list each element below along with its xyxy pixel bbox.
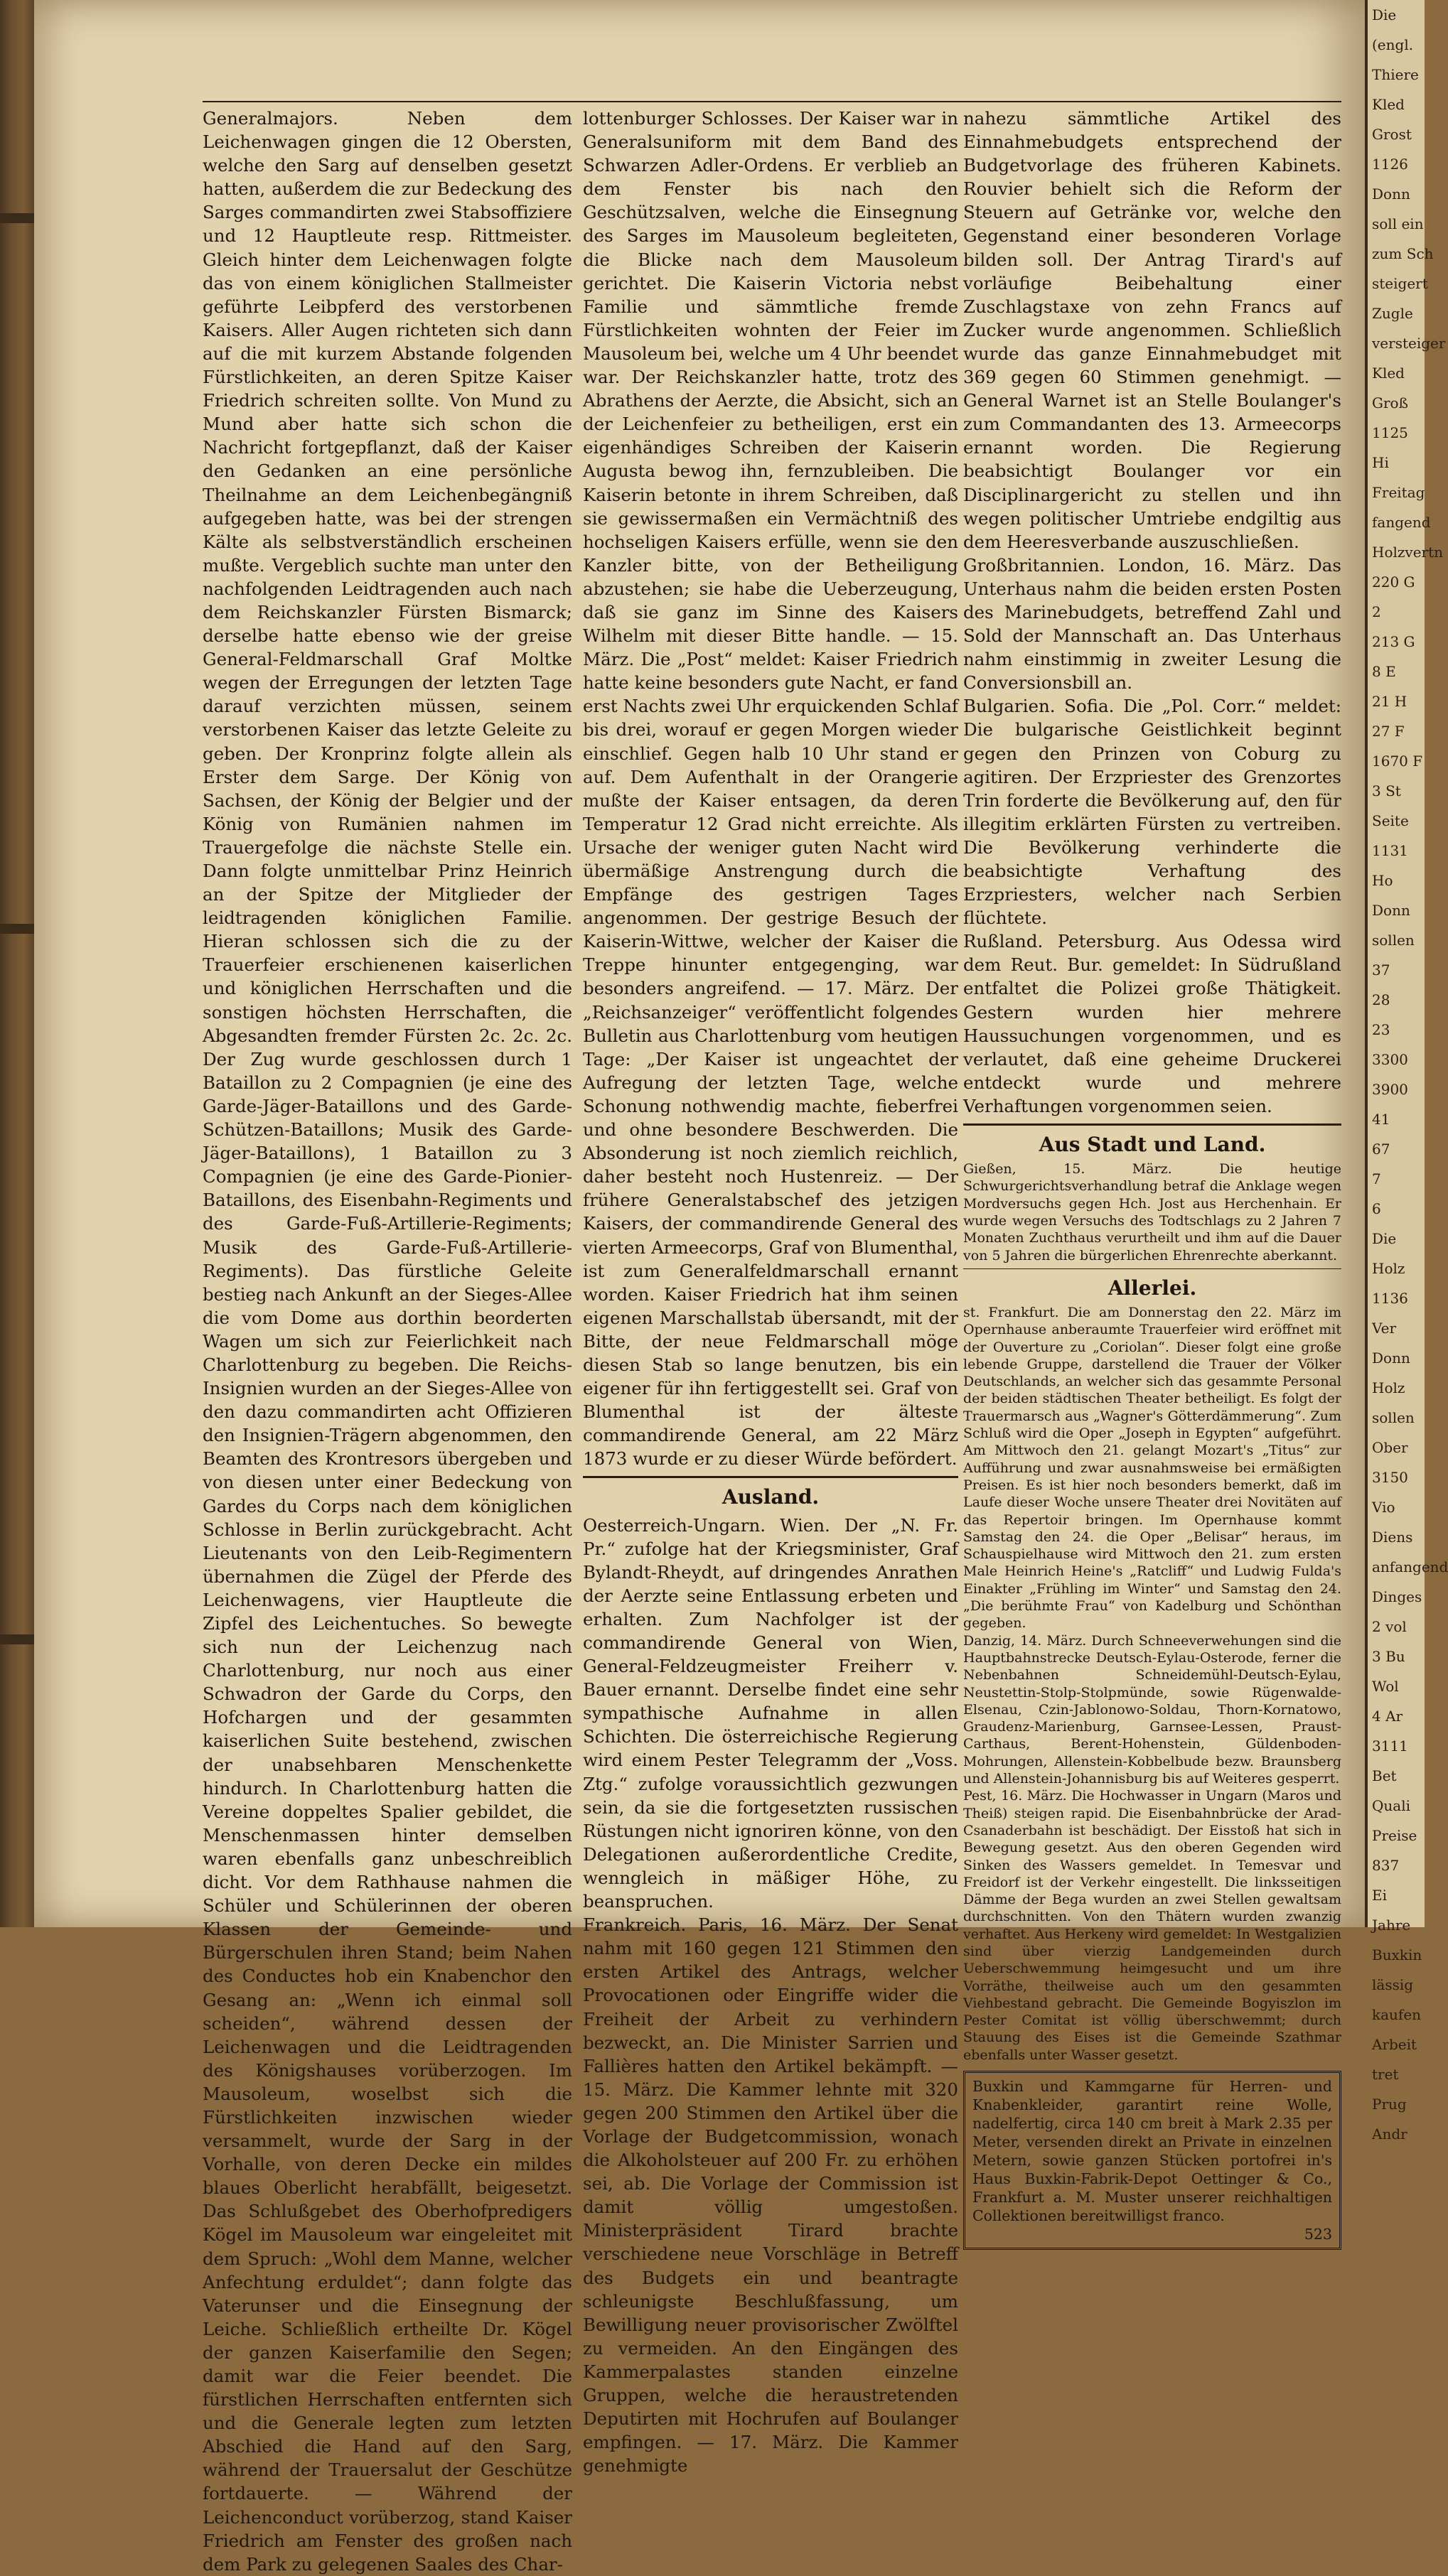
adjacent-page-fragment: Ober [1372,1439,1408,1456]
col3-text-6: st. Frankfurt. Die am Donnerstag den 22. März im Opernhause anberaumte Trauerfeier wird eröffnet mit der Ouverture zu „Coriolan“. Dieser folgt eine große lebende Gruppe, darstellend die Trauer der Völker Deutschlands, an welcher sich das gesammte Personal der beiden städtischen Theater betheiligt. Es folgt der Trauermarsch aus „Wagner's Götterdämmerung“. Zum Schluß wird die Oper „Joseph in Egypten“ aufgeführt. Am Mittwoch den 21. gelangt Mozart's „Titus“ zur Aufführung und zwar ausnahmsweise bei ermäßigten Preisen. Es ist hier noch besonders bemerkt, daß im Laufe dieser Woche unsere Theater drei Novitäten auf das Repertoir bringen. Im Opernhause kommt Samstag den 24. die Oper „Belisar“ heraus, im Schauspielhause wird Mittwoch den 21. zum ersten Male Heinrich Heine's „Ratcliff“ und Ludwig Fulda's Einakter „Frühling im Winter“ und Samstag den 24. „Die berühmte Frau“ von Kadelburg und Schönthan gegeben. [963,1305,1341,1632]
section-rule [963,1268,1341,1269]
heading-ausland: Ausland. [722,1485,820,1509]
adjacent-page-fragment: Die [1372,6,1397,23]
adjacent-page-fragment: 41 [1372,1111,1390,1128]
adjacent-page-fragment: 3111 [1372,1737,1408,1755]
col3-text-3: Bulgarien. Sofia. Die „Pol. Corr.“ meldet: Die bulgarische Geistlichkeit beginnt gegen den Prinzen von Coburg zu agitiren. Der Erzpriester des Grenzortes Trin forderte die Bevölkerung auf, den für illegitim erklärten Fürsten zu vertreiben. Die Bevölkerung verhinderte die beabsichtigte Verhaftung des Erzpriesters, welcher nach Serbien flüchtete. [963,696,1341,929]
adjacent-page-fragment: Grost [1372,126,1412,143]
col3-text-1: nahezu sämmtliche Artikel des Einnahmebudgets entsprechend der Budgetvorlage des früheren Kabinets. Rouvier behielt sich die Reform der Steuern auf Getränke vor, welche den Gegenstand einer besonderen Vorlage bilden soll. Der Antrag Tirard's auf vorläufige Beibehaltung einer Zuschlagstaxe von zehn Francs auf Zucker wurde angenommen. Schließlich wurde das ganze Einnahmebudget mit 369 gegen 60 Stimmen genehmigt. — General Warnet ist an Stelle Boulanger's zum Commandanten des 13. Armeecorps ernannt worden. Die Regierung beabsichtigt Boulanger vor ein Disciplinargericht zu stellen und ihn wegen politischer Umtriebe endgiltig aus dem Heeresverbande auszuschließen. [963,108,1341,552]
adjacent-page-fragment: soll ein [1372,215,1424,232]
adjacent-page-fragment: 213 G [1372,633,1415,650]
col2-text-2: Oesterreich-Ungarn. Wien. Der „N. Fr. Pr.“ zufolge hat der Kriegsminister, Graf Bylandt-Rheydt, auf dringendes Anrathen der Aerzte seine Entlassung erbeten und erhalten. Zum Nachfolger ist der commandirende General von Wien, General-Feldzeugmeister Freiherr v. Bauer ernannt. Derselbe findet eine sehr sympathische Aufnahme in allen Schichten. Die österreichische Regierung wird einem Pester Telegramm der „Voss. Ztg.“ zufolge voraussichtlich gezwungen sein, da sie die fortgesetzten russischen Rüstungen nicht ignoriren könne, von den Delegationen außerordentliche Credite, wenngleich in mäßiger Höhe, zu beanspruchen. [583,1514,958,1912]
adjacent-page-fragment: 837 [1372,1857,1400,1874]
section-rule [583,1476,958,1478]
adjacent-page-fragment: 3150 [1372,1469,1408,1486]
adjacent-page-fragment: Groß [1372,394,1408,411]
adjacent-page-edge [1365,0,1448,2143]
adjacent-page-fragment: 37 [1372,961,1390,979]
adjacent-page-fragment: 23 [1372,1021,1390,1038]
advertisement [963,2071,1341,2250]
adjacent-page-fragment: Holzvertn [1372,544,1444,561]
adjacent-page-fragment: Prug [1372,2096,1407,2113]
adjacent-page-fragment: 8 E [1372,663,1396,680]
adjacent-page-fragment: Ho [1372,872,1393,889]
col2-text-1: lottenburger Schlosses. Der Kaiser war in Generalsuniform mit dem Band des Schwarzen Adler-Ordens. Er verblieb an dem Fenster bis nach den Geschützsalven, welche die Einsegnung des Sarges im Mausoleum begleiteten, die Blicke nach dem Mausoleum gerichtet. Die Kaiserin Victoria nebst Familie und sämmtliche fremde Fürstlichkeiten wohnten der Feier im Mausoleum bei, welche um 4 Uhr beendet war. Der Reichskanzler hatte, trotz des Abrathens der Aerzte, die Absicht, sich an der Leichenfeier zu betheiligen, erst ein eigenhändiges Schreiben der Kaiserin Augusta bewog ihn, fernzubleiben. Die Kaiserin betonte in ihrem Schreiben, daß sie gewissermaßen ein Vermächtniß des hochseligen Kaisers erfülle, wenn sie den Kanzler bitte, von der Betheiligung abzustehen; sie habe die Ueberzeugung, daß sie ganz im Sinne des Kaisers Wilhelm mit dieser Bitte handle. — 15. März. Die „Post“ meldet: Kaiser Friedrich hatte keine besonders gute Nacht, er fand erst Nachts zwei Uhr erquickenden Schlaf bis drei, worauf er gegen Morgen wieder einschlief. Gegen halb 10 Uhr stand er auf. Dem Aufenthalt in der Orangerie mußte der Kaiser entsagen, da deren Temperatur 12 Grad nicht erreichte. Als Ursache der weniger guten Nacht wird übermäßige Anstrengung durch die Empfänge des gestrigen Tages angenommen. Der gestrige Besuch der Kaiserin-Wittwe, welcher der Kaiser die Treppe hinunter entgegenging, war besonders angreifend. — 17. März. Der „Reichsanzeiger“ veröffentlicht folgendes Bulletin aus Charlottenburg vom heutigen Tage: „Der Kaiser ist ungeachtet der Aufregung der letzten Tage, welche Schonung nothwendig machte, fieberfrei und ohne besondere Beschwerden. Die Absonderung ist noch ziemlich reichlich, daher besteht noch Hustenreiz. — Der frühere Generalstabschef des jetzigen Kaisers, der commandirende General des vierten Armeecorps, Graf von Blumenthal, ist zum Generalfeldmarschall ernannt worden. Kaiser Friedrich hat ihm seinen eigenen Marschallstab übersandt, mit der Bitte, der neue Feldmarschall möge diesen Stab so lange benutzen, bis ein eigener für ihn fertiggestellt sei. Graf von Blumenthal ist der älteste commandirende General, am 22 März 1873 wurde er zu dieser Würde befördert. [583,108,958,1470]
adjacent-page-fragment: 3 Bu [1372,1648,1405,1665]
adjacent-page-fragment: 21 H [1372,693,1407,710]
adjacent-page-fragment: zum Sch [1372,245,1434,262]
col3-text-8: Pest, 16. März. Die Hochwasser in Ungarn (Maros und Theiß) steigen rapid. Die Eisenbahnbrücke der Arad-Csanaderbahn ist beschädigt. Der Eisstoß hat sich in Bewegung gesetzt. Aus den oberen Gegenden wird Sinken des Wassers gemeldet. In Temesvar und Freidorf ist der Verkehr eingestellt. Die linksseitigen Dämme der Bega wurden an zwei Stellen gewaltsam durchschnitten. Von den Thätern wurden zwanzig verhaftet. Aus Herkeny wird gemeldet: In Westgalizien sind über vierzig Landgemeinden durch Ueberschwemmung heimgesucht und um ihre Vorräthe, theilweise auch um den gesammten Viehbestand gebracht. Die Gemeinde Bogyiszlon im Pester Comitat ist völlig überschwemmt; durch Stauung des Eises ist die Gemeinde Szathmar ebenfalls unter Wasser gesetzt. [963,1788,1341,2063]
adjacent-page-fragment: Kled [1372,365,1405,382]
adjacent-page-fragment: Vio [1372,1499,1395,1516]
adjacent-page-fragment: 28 [1372,991,1390,1008]
adjacent-page-fragment: 1131 [1372,842,1408,859]
section-rule [963,1123,1341,1126]
adjacent-page-fragment: fangend [1372,514,1431,531]
adjacent-page-fragment: 67 [1372,1141,1390,1158]
adjacent-page-fragment: 2 vol [1372,1618,1407,1635]
adjacent-page-fragment: anfangend [1372,1558,1448,1575]
col3-text-2: Großbritannien. London, 16. März. Das Unterhaus nahm die beiden ersten Posten des Marinebudgets, betreffend Zahl und Sold der Mannschaft an. Das Unterhaus nahm einstimmig in zweiter Lesung die Conversionsbill an. [963,554,1341,694]
adjacent-page-fragment: sollen [1372,1409,1415,1426]
adjacent-page-fragment: Holz [1372,1379,1405,1396]
adjacent-page-fragment: Donn [1372,185,1410,203]
col3-text-5: Gießen, 15. März. Die heutige Schwurgerichtsverhandlung betraf die Anklage wegen Mordversuchs gegen Hch. Jost aus Herchenhain. Er wurde wegen Versuchs des Todtschlags zu 2 Jahren 7 Monaten Zuchthaus verurtheilt und ihm auf die Dauer von 5 Jahren die bürgerlichen Ehrenrechte aberkannt. [963,1161,1341,1263]
ad-number: 523 [1304,2226,1332,2243]
col3-text-4: Rußland. Petersburg. Aus Odessa wird dem Reut. Bur. gemeldet: In Südrußland entfaltet die Polizei große Thätigkeit. Gestern wurden hier mehrere Haussuchungen vorgenommen, und es verlautet, daß eine geheime Druckerei entdeckt wurde und mehrere Verhaftungen vorgenommen seien. [963,931,1341,1116]
adjacent-page-fragment: 6 [1372,1200,1381,1217]
adjacent-page-fragment: Ver [1372,1320,1397,1337]
adjacent-page-fragment: versteiger [1372,335,1446,352]
adjacent-page-fragment: 1136 [1372,1290,1408,1307]
adjacent-page-fragment: Diens [1372,1529,1413,1546]
adjacent-page-fragment: Buxkin [1372,1946,1422,1963]
adjacent-page-fragment: Zugle [1372,305,1413,322]
adjacent-page-fragment: Donn [1372,902,1410,919]
adjacent-page-fragment: Wol [1372,1678,1399,1695]
adjacent-page-fragment: Kled [1372,96,1405,113]
adjacent-page-fragment: kaufen [1372,2006,1422,2023]
adjacent-page-fragment: 3 St [1372,782,1401,799]
adjacent-page-fragment: 2 [1372,603,1381,620]
adjacent-page-fragment: sollen [1372,932,1415,949]
adjacent-page-fragment: Ei [1372,1887,1387,1904]
adjacent-page-fragment: 1125 [1372,424,1408,441]
adjacent-page-fragment: 220 G [1372,573,1415,591]
adjacent-page-fragment: Holz [1372,1260,1405,1277]
adjacent-page-fragment: Bet [1372,1767,1397,1784]
adjacent-page-fragment: (engl. [1372,36,1414,53]
adjacent-page-fragment: Andr [1372,2125,1407,2143]
col1-text: Generalmajors. Neben dem Leichenwagen gingen die 12 Obersten, welche den Sarg auf denselben gesetzt hatten, außerdem die zur Bedeckung des Sarges commandirten zwei Stabsoffiziere und 12 Hauptleute resp. Rittmeister. Gleich hinter dem Leichenwagen folgte das von einem königlichen Stallmeister geführte Leibpferd des verstorbenen Kaisers. Aller Augen richteten sich dann auf die mit kurzem Abstande folgenden Fürstlichkeiten, an deren Spitze Kaiser Friedrich schreiten sollte. Von Mund zu Mund aber hatte sich schon die Nachricht fortgepflanzt, daß der Kaiser den Gedanken an eine persönliche Theilnahme an dem Leichenbegängniß aufgegeben hatte, was bei der strengen Kälte als selbstverständlich erscheinen mußte. Vergeblich suchte man unter den nachfolgenden Leidtragenden auch nach dem Reichskanzler Fürsten Bismarck; derselbe hatte ebenso wie der greise General-Feldmarschall Graf Moltke wegen der Erregungen der letzten Tage darauf verzichten müssen, seinem verstorbenen Kaiser das letzte Geleite zu geben. Der Kronprinz folgte allein als Erster dem Sarge. Der König von Sachsen, der König der Belgier und der König von Rumänien nahmen im Trauergefolge die nächste Stelle ein. Dann folgte unmittelbar Prinz Heinrich an der Spitze der Mitglieder der leidtragenden königlichen Familie. Hieran schlossen sich die zu der Trauerfeier erschienenen kaiserlichen und königlichen Herrschaften und die sonstigen höchsten Herrschaften, die Abgesandten fremder Fürsten 2c. 2c. 2c. Der Zug wurde geschlossen durch 1 Bataillon zu 2 Compagnien (je eine des Garde-Jäger-Bataillons und des Garde-Schützen-Bataillons; Musik des Garde-Jäger-Bataillons), 1 Bataillon zu 3 Compagnien (je eine des Garde-Pionier-Bataillons, des Eisenbahn-Regiments und des Garde-Fuß-Artillerie-Regiments; Musik des Garde-Fuß-Artillerie-Regiments). Das fürstliche Geleite bestieg nach Ankunft an der Sieges-Allee die vom Dome aus dorthin beorderten Wagen um sich zur Feierlichkeit nach Charlottenburg zu begeben. Die Reichs-Insignien wurden an der Sieges-Allee von den dazu commandirten acht Offizieren den Insignien-Trägern abgenommen, den Beamten des Krontresors übergeben und von diesen unter einer Bedeckung von Gardes du Corps nach dem königlichen Schlosse in Berlin zurückgebracht. Acht Lieutenants von den Leib-Regimentern übernahmen die Zügel der Pferde des Leichenwagens, vier Hauptleute die Zipfel des Leichentuches. So bewegte sich nun der Leichenzug nach Charlottenburg, nur noch aus einer Schwadron der Garde du Corps, den Hofchargen und der gesammten kaiserlichen Suite bestehend, zwischen der unabsehbaren Menschenkette hindurch. In Charlottenburg hatten die Vereine doppeltes Spalier gebildet, die Menschenmassen hinter demselben waren ebenfalls ganz unbeschreiblich dicht. Vor dem Rathhause nahmen die Schüler und Schülerinnen der oberen Klassen der Gemeinde- und Bürgerschulen ihren Stand; beim Nahen des Conductes hob ein Knabenchor den Gesang an: „Wenn ich einmal soll scheiden“, während dessen der Leichenwagen und die Leidtragenden des Königshauses vorüberzogen. Im Mausoleum, woselbst sich die Fürstlichkeiten inzwischen wieder versammelt, wurde der Sarg in der Vorhalle, von deren Decke ein mildes blaues Oberlicht herabfällt, beigesetzt. Das Schlußgebet des Oberhofpredigers Kögel im Mausoleum war eingeleitet mit dem Spruch: „Wohl dem Manne, welcher Anfechtung erduldet“; dann folgte das Vaterunser und die Einsegnung der Leiche. Schließlich ertheilte Dr. Kögel der ganzen Kaiserfamilie den Segen; damit war die Feier beendet. Die fürstlichen Herrschaften entfernten sich und die Generale legten zum letzten Abschied die Hand auf den Sarg, während der Trauersalut der Geschütze fortdauerte. — Während der Leichenconduct vorüberzog, stand Kaiser Friedrich am Fenster des großen nach dem Park zu gelegenen Saales des Char- [203,108,572,2575]
adjacent-page-fragment: 3300 [1372,1051,1408,1068]
ad-text: Buxkin und Kammgarne für Herren- und Knabenkleider, garantirt reine Wolle, nadelfertig, circa 140 cm breit à Mark 2.35 per Meter, versenden direkt an Private in einzelnen Metern, sowie ganzen Stücken portofrei in's Haus Buxkin-Fabrik-Depot Oettinger & Co., Frankfurt a. M. Muster unserer reichhaltigen Collektionen bereitwilligst franco. [972,2078,1332,2225]
adjacent-page-fragment: Jahre [1372,1917,1411,1934]
adjacent-page-fragment: 27 F [1372,723,1405,740]
heading-allerlei: Allerlei. [1108,1276,1197,1300]
adjacent-page-fragment: steigert [1372,275,1428,292]
adjacent-page-fragment: Arbeit [1372,2036,1417,2053]
adjacent-page-fragment: Quali [1372,1797,1410,1814]
book-spine [0,0,34,1927]
adjacent-page-fragment: 1126 [1372,156,1408,173]
adjacent-page-fragment: Dinges [1372,1588,1422,1605]
adjacent-page-fragment: Freitag [1372,484,1425,501]
top-rule [203,101,1341,102]
adjacent-page-fragment: Die [1372,1230,1397,1247]
heading-stadt-land: Aus Stadt und Land. [1039,1133,1266,1157]
adjacent-page-fragment: Thiere [1372,66,1419,83]
adjacent-page-fragment: 1670 F [1372,753,1423,770]
adjacent-page-fragment: 7 [1372,1170,1381,1187]
adjacent-page-fragment: Seite [1372,812,1409,829]
adjacent-page-fragment: Donn [1372,1349,1410,1367]
adjacent-page-fragment: Preise [1372,1827,1417,1844]
adjacent-page-fragment: 4 Ar [1372,1708,1403,1725]
adjacent-page-fragment: tret [1372,2066,1399,2083]
col3-text-7: Danzig, 14. März. Durch Schneeverwehungen sind die Hauptbahnstrecke Deutsch-Eylau-Osterode, ferner die Nebenbahnen Schneidemühl-Deutsch-Eylau, Neustettin-Stolp-Stolpmünde, sowie Rügenwalde-Elsenau, Czin-Jablonowo-Soldau, Thorn-Kornatowo, Graudenz-Marienburg, Garnsee-Lessen, Praust-Carthaus, Berent-Hohenstein, Güldenboden-Mohrungen, Allenstein-Kobbelbude bezw. Braunsberg und Allenstein-Johannisburg bis auf Weiteres gesperrt. [963,1632,1341,1787]
column-1 [203,107,572,2576]
adjacent-page-fragment: Hi [1372,454,1389,471]
col2-text-3: Frankreich. Paris, 16. März. Der Senat nahm mit 160 gegen 121 Stimmen den ersten Artikel des Antrags, welcher Provocationen oder Eingriffe wider die Freiheit der Arbeit zu verhindern bezweckt, an. Die Minister Sarrien und Fallières hatten den Artikel bekämpft. — 15. März. Die Kammer lehnte mit 320 gegen 200 Stimmen den Artikel über die Vorlage der Budgetcommission, wonach die Alkoholsteuer auf 200 Fr. zu erhöhen sei, ab. Die Vorlage der Commission ist damit völlig umgestoßen. Ministerpräsident Tirard brachte verschiedene neue Vorschläge in Betreff des Budgets ein und beantragte schleunigste Beschlußfassung, um Bewilligung neuer provisorischer Zwölftel zu vermeiden. An den Eingängen des Kammerpalastes standen einzelne Gruppen, welche die heraustretenden Deputirten mit Hochrufen auf Boulanger empfingen. — 17. März. Die Kammer genehmigte [583,1914,958,2477]
column-3 [963,107,1341,2257]
column-2 [583,107,958,2477]
adjacent-page-fragment: lässig [1372,1976,1414,1993]
adjacent-page-fragment: 3900 [1372,1081,1408,1098]
